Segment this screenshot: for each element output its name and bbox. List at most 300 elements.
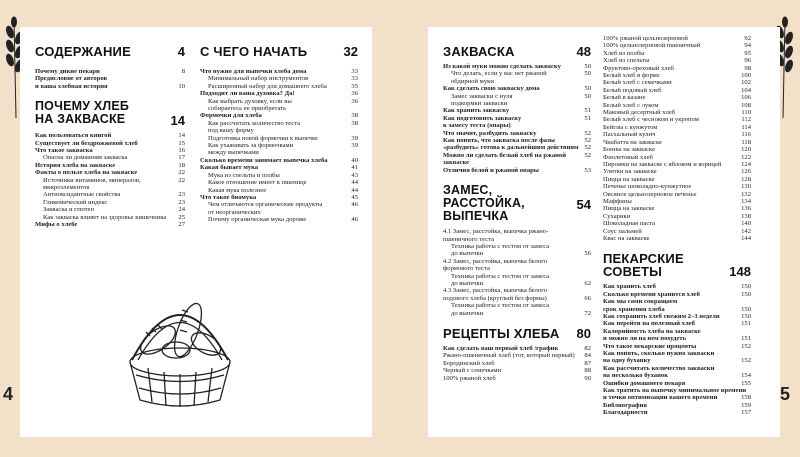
toc-entry-label: и точки оптимизации вашего времени: [603, 394, 718, 402]
toc-entry-label: под вашу форму: [208, 127, 254, 135]
toc-entry-label: Улитки на закваске: [603, 168, 657, 176]
toc-entry: [443, 70, 591, 77]
toc-entry-label: Соус пальмей: [603, 227, 642, 235]
toc-entry-label: Белый в казане: [603, 94, 646, 102]
toc-entry-label: Что значит, разбудить закваску: [443, 129, 537, 137]
toc-entry: [443, 228, 591, 235]
toc-entry-label: Как тратить на выпечку минимальное времени: [603, 387, 747, 395]
toc-entry: [603, 161, 751, 168]
toc-entry: [200, 135, 358, 142]
section-heading-kneading-baking: ЗАМЕС, РАССТОЙКА, ВЫПЕЧКА 54: [443, 183, 591, 224]
toc-entry-label: Почему дикие пекари: [35, 68, 100, 75]
toc-entry-page: 100: [741, 72, 751, 80]
toc-entry-page: 98: [744, 64, 751, 72]
toc-entry-label: Закваска и глютен: [43, 206, 95, 214]
toc-entry: [200, 90, 358, 97]
toc-entry: [603, 350, 751, 357]
toc-entry: [603, 320, 751, 327]
toc-entry-label: Что такое пекарские проценты: [603, 342, 697, 350]
toc-entry-page: 16: [178, 147, 185, 155]
toc-entry-label: 100% цельнозерновой пшеничный: [603, 42, 701, 50]
toc-entry-page: 108: [741, 101, 751, 109]
toc-entry: [35, 140, 185, 147]
toc-entry-page: 15: [178, 139, 185, 147]
toc-entry: [443, 167, 591, 174]
toc-entry-label: 4.2 Замес, расстойка, выпечка белого: [443, 257, 548, 265]
toc-entry: [603, 328, 751, 335]
toc-entry-page: 62: [584, 279, 591, 287]
toc-entry: [443, 130, 591, 137]
toc-entry-page: 132: [741, 190, 751, 198]
toc-entry-label: Маффины: [603, 197, 632, 205]
toc-entry-label: Мифы о хлебе: [35, 221, 78, 229]
toc-entry-label: Расширенный набор для домашнего хлеба: [208, 82, 327, 90]
toc-entry-page: 87: [584, 359, 591, 367]
toc-entry-page: 66: [584, 294, 591, 302]
toc-entry-label: Библиография: [603, 401, 647, 409]
toc-entry-label: Благодарности: [603, 409, 648, 417]
toc-entry: [200, 201, 358, 208]
toc-entry-label: Печенье шоколадно-кунжутное: [603, 183, 692, 191]
toc-entry: [603, 335, 751, 342]
toc-entry-label: Что делать, если у вас нет ржаной: [451, 70, 547, 78]
toc-entry: [443, 310, 591, 317]
toc-entry-label: Как хранить закваску: [443, 107, 510, 115]
toc-entry-page: 18: [178, 161, 185, 169]
toc-entry-page: 104: [741, 86, 751, 94]
toc-entry: [603, 191, 751, 198]
toc-entry-page: 52: [584, 151, 591, 159]
section-heading-sourdough: ЗАКВАСКА 48: [443, 44, 591, 59]
toc-entry: [35, 199, 185, 206]
section-heading-why-sourdough: ПОЧЕМУ ХЛЕБ НА ЗАКВАСКЕ 14: [35, 99, 185, 129]
toc-entry-page: 157: [741, 409, 751, 417]
toc-entry-label: Как сделать свою закваску дома: [443, 85, 540, 93]
toc-entry: [443, 159, 591, 166]
toc-entry-page: 92: [744, 35, 751, 42]
toc-entry: [35, 177, 185, 184]
toc-entry-label: микроэлементов: [43, 184, 90, 192]
toc-entry: [603, 176, 751, 183]
toc-entry-page: 122: [741, 153, 751, 161]
toc-entry-page: 52: [584, 137, 591, 145]
toc-entry-label: Как рассчитать количество закваски: [603, 364, 715, 372]
toc-entry: [35, 184, 185, 191]
toc-entry-page: 154: [741, 372, 751, 380]
toc-entry: [603, 198, 751, 205]
toc-entry-label: Подходит ли ваша духовка? Да!: [200, 90, 295, 98]
toc-entry-label: Как хранить хлеб: [603, 283, 656, 291]
toc-entry-label: Овсяное цельнозерновое печенье: [603, 190, 697, 198]
toc-entry: [443, 375, 591, 382]
contents-column-1: [35, 45, 185, 229]
toc-entry-label: Фруктово-ореховый хлеб: [603, 64, 674, 72]
toc-entry: [603, 57, 751, 64]
toc-entry-label: Как ухаживать за формочками: [208, 142, 294, 150]
toc-entry-label: Бонны на закваске: [603, 146, 655, 154]
toc-entry: [443, 273, 591, 280]
toc-entry: [443, 287, 591, 294]
toc-entry-page: 50: [584, 63, 591, 70]
toc-entry-page: 38: [351, 112, 358, 120]
toc-entry-page: 150: [741, 290, 751, 298]
toc-entry-label: Как сделать ваш первый хлеб /график: [443, 344, 559, 352]
toc-entry: [200, 179, 358, 186]
toc-entry-label: Что такое закваска: [35, 147, 93, 155]
toc-entry: [35, 221, 185, 228]
toc-entry: [603, 42, 751, 49]
toc-entry: [603, 402, 751, 409]
toc-entry-page: 52: [584, 144, 591, 152]
toc-entry: [200, 98, 358, 105]
toc-entry: [443, 345, 591, 352]
toc-entry: [603, 365, 751, 372]
toc-entry-label: Как мы сами сокращаем: [603, 298, 678, 306]
left-page: [20, 27, 372, 437]
toc-entry: [200, 164, 358, 171]
toc-entry: [443, 115, 591, 122]
toc-entry: [603, 35, 751, 42]
toc-entry-label: Источники витаминов, минералов,: [43, 176, 141, 184]
toc-entry-page: 50: [584, 92, 591, 100]
toc-entry-label: Белый подовый хлеб: [603, 86, 662, 94]
toc-entry: [443, 280, 591, 287]
toc-entry: [443, 250, 591, 257]
toc-entry-page: 116: [741, 131, 751, 139]
toc-entry-label: Какая бывает мука: [200, 164, 259, 172]
toc-entry-page: 144: [741, 234, 751, 242]
toc-entry-label: Белый хлеб с чесноком и укропом: [603, 116, 699, 124]
toc-entry-label: обдирной муки: [451, 77, 494, 85]
toc-entry-page: 14: [178, 132, 185, 140]
toc-entry-label: Почему органическая мука дороже: [208, 216, 307, 224]
toc-entry-label: Предисловие от авторов: [35, 75, 108, 83]
toc-entry-label: Отличия белой и ржаной опары: [443, 166, 539, 174]
toc-entry: [200, 127, 358, 134]
toc-entry-page: 43: [351, 171, 358, 179]
toc-entry-label: Антиоксидантные свойства: [43, 191, 121, 199]
toc-entry-label: Какая мука полезнее: [208, 186, 267, 194]
toc-entry: [35, 132, 185, 139]
toc-entry: [603, 146, 751, 153]
section-heading-bread-recipes: РЕЦЕПТЫ ХЛЕБА 80: [443, 325, 591, 341]
toc-entry-label: Формочки для хлеба: [200, 112, 262, 120]
toc-entry-label: Как перейти на полезный хлеб: [603, 320, 695, 328]
toc-entry-page: 106: [741, 94, 751, 102]
toc-entry-label: Ошибки домашнего пекаря: [603, 379, 686, 387]
toc-entry-page: 25: [178, 213, 185, 221]
toc-entry-page: 118: [741, 138, 751, 146]
toc-entry-page: 82: [584, 344, 591, 352]
toc-entry-label: и ваша хлебная история: [35, 82, 108, 90]
toc-entry: [603, 409, 751, 416]
toc-entry-label: Минимальный набор инструментов: [208, 75, 309, 83]
right-page: [428, 27, 780, 437]
toc-entry-label: и можно ли на нем похудеть: [603, 335, 687, 343]
toc-entry: [200, 120, 358, 127]
toc-entry-page: 72: [584, 309, 591, 317]
toc-entry-page: 40: [351, 156, 358, 164]
toc-entry: [603, 139, 751, 146]
toc-entry: [443, 352, 591, 359]
toc-entry-page: 22: [178, 169, 185, 177]
toc-entry-label: Ржано-пшеничный хлеб (тот, который первый): [443, 352, 575, 360]
toc-entry-page: 46: [351, 216, 358, 224]
toc-entry-page: 50: [584, 70, 591, 78]
toc-entry-page: 44: [351, 179, 358, 187]
toc-entry-label: до выпечки: [451, 309, 484, 317]
toc-entry: [200, 68, 358, 75]
toc-entry: [603, 235, 751, 242]
toc-entry-page: 51: [584, 107, 591, 115]
toc-entry-page: 110: [741, 109, 751, 117]
toc-entry-label: Как рассчитать количество теста: [208, 119, 301, 127]
toc-entry-label: до выпечки: [451, 279, 484, 287]
toc-entry-label: Из какой муки можно сделать закваску: [443, 63, 561, 70]
toc-entry-label: Белый хлеб с луком: [603, 101, 659, 109]
toc-entry: [603, 291, 751, 298]
toc-entry: [603, 79, 751, 86]
toc-entry-page: 8: [181, 68, 185, 75]
toc-entry-page: 152: [741, 357, 751, 365]
toc-entry-label: закваске: [443, 159, 470, 167]
toc-entry: [200, 209, 358, 216]
toc-entry-page: 23: [178, 191, 185, 199]
toc-entry-label: Фиолетовый хлеб: [603, 153, 653, 161]
toc-entry: [443, 258, 591, 265]
toc-entry-label: Сколько времени хранится хлеб: [603, 290, 700, 298]
toc-entry-page: 124: [741, 160, 751, 168]
toc-entry-label: Как пользоваться книгой: [35, 132, 112, 140]
contents-column-3: [443, 45, 591, 382]
toc-entry: [443, 100, 591, 107]
toc-entry-label: Квас на закваске: [603, 234, 650, 242]
toc-entry-label: на одну буханку: [603, 357, 651, 365]
toc-entry-label: Как понять, что закваска после фазы: [443, 137, 555, 145]
toc-entry-page: 33: [351, 68, 358, 75]
toc-entry-label: Хлеб из спельты: [603, 57, 650, 65]
toc-entry: [603, 50, 751, 57]
toc-entry: [443, 243, 591, 250]
toc-entry-label: Пицца на закваске: [603, 205, 655, 213]
toc-entry: [200, 149, 358, 156]
toc-entry-page: 152: [741, 342, 751, 350]
toc-entry: [35, 162, 185, 169]
toc-entry-page: 126: [741, 168, 751, 176]
toc-entry: [603, 387, 751, 394]
toc-entry-page: 46: [351, 201, 358, 209]
toc-entry: [603, 394, 751, 401]
toc-entry-label: Факты о пользе хлеба на закваске: [35, 169, 138, 177]
toc-entry-page: 95: [744, 49, 751, 57]
toc-entry-label: Сколько времени занимает выпечка хлеба: [200, 156, 328, 164]
toc-entry-label: Белый хлеб в форме: [603, 72, 660, 80]
toc-entry-page: 39: [351, 142, 358, 150]
toc-entry-label: до выпечки: [451, 250, 484, 258]
toc-entry: [35, 68, 185, 75]
contents-column-4: [603, 35, 751, 417]
toc-entry-label: Шоколадная паста: [603, 220, 656, 228]
toc-entry-page: 36: [351, 97, 358, 105]
toc-entry: [200, 157, 358, 164]
toc-entry-label: формового теста: [443, 265, 490, 273]
toc-entry: [200, 216, 358, 223]
toc-entry: [603, 116, 751, 123]
toc-entry-page: 150: [741, 283, 751, 291]
toc-entry: [603, 357, 751, 364]
toc-entry-label: 100% ржаной цельнозерновой: [603, 35, 688, 42]
toc-entry-label: Что такое биомука: [200, 193, 257, 201]
toc-entry-page: 94: [744, 42, 751, 50]
toc-entry: [603, 213, 751, 220]
toc-entry-page: 44: [351, 186, 358, 194]
toc-entry-page: 134: [741, 197, 751, 205]
section-heading-getting-started: С ЧЕГО НАЧАТЬ 32: [200, 44, 358, 59]
toc-entry-page: 151: [741, 320, 751, 328]
toc-entry-label: Как выбрать духовку, если вы: [208, 97, 292, 105]
toc-entry: [443, 295, 591, 302]
toc-entry-label: от неорганических: [208, 208, 261, 216]
toc-entry: [603, 343, 751, 350]
toc-entry: [443, 137, 591, 144]
toc-entry-label: Пасхальный кулич: [603, 131, 656, 139]
toc-entry: [603, 228, 751, 235]
toc-entry-label: 4.3 Замес, расстойка, выпечка белого: [443, 287, 548, 295]
contents-column-2: [200, 45, 358, 224]
toc-entry: [443, 107, 591, 114]
toc-entry-page: 140: [741, 220, 751, 228]
toc-entry: [603, 72, 751, 79]
toc-entry-label: на несколько буханок: [603, 372, 668, 380]
toc-entry: [603, 131, 751, 138]
toc-entry: [603, 372, 751, 379]
left-page-number: 4: [3, 384, 14, 404]
toc-entry-page: 38: [351, 119, 358, 127]
toc-entry-page: 96: [744, 57, 751, 65]
toc-entry-label: Подготовка новой формочки к выпечке: [208, 134, 318, 142]
toc-entry-page: 17: [178, 154, 185, 162]
toc-entry: [603, 87, 751, 94]
toc-entry: [443, 78, 591, 85]
toc-entry: [603, 154, 751, 161]
toc-entry: [603, 283, 751, 290]
toc-entry-label: Существует ли бездрожжевой хлеб: [35, 139, 138, 147]
toc-entry-page: 158: [741, 394, 751, 402]
toc-entry: [200, 194, 358, 201]
toc-entry: [443, 265, 591, 272]
toc-entry: [443, 144, 591, 151]
toc-entry: [603, 124, 751, 131]
toc-entry-label: Как закваска влияет на здоровье кишечника: [43, 213, 167, 221]
toc-entry: [443, 236, 591, 243]
toc-entry: [603, 205, 751, 212]
toc-entry-page: 50: [584, 85, 591, 93]
toc-entry-label: Техника работы с тестом от замеса: [451, 272, 550, 280]
toc-entry-page: 23: [178, 198, 185, 206]
toc-entry-page: 150: [741, 313, 751, 320]
toc-entry: [603, 94, 751, 101]
toc-entry-label: Пирожки на закваске с яблоком и корицей: [603, 160, 722, 168]
toc-entry: [35, 169, 185, 176]
toc-entry: [35, 147, 185, 154]
toc-entry-label: Чем отличаются органические продукты: [208, 201, 323, 209]
toc-entry-label: Бородинский хлеб: [443, 359, 495, 367]
toc-entry-page: 138: [741, 212, 751, 220]
toc-entry-label: к замесу теста (опары): [443, 122, 511, 130]
toc-entry: [443, 85, 591, 92]
bread-basket-illustration: [118, 280, 242, 410]
section-heading-baking-tips: ПЕКАРСКИЕ СОВЕТЫ 148: [603, 251, 751, 280]
toc-entry-label: между выпечками: [208, 149, 259, 157]
right-page-number: 5: [780, 384, 791, 404]
toc-entry-label: срок хранения хлеба: [603, 305, 665, 313]
toc-entry-label: подкормки закваски: [451, 100, 508, 108]
toc-entry-page: 51: [584, 114, 591, 122]
toc-entry-label: Как понять, сколько нужно закваски: [603, 350, 715, 358]
toc-entry-label: Белый хлеб с семечками: [603, 79, 672, 87]
toc-entry: [603, 65, 751, 72]
section-heading-contents: СОДЕРЖАНИЕ 4: [35, 44, 185, 59]
toc-entry: [603, 306, 751, 313]
toc-entry-label: Что нужно для выпечки хлеба дома: [200, 68, 307, 75]
toc-entry-page: 35: [351, 82, 358, 90]
toc-entry-page: 151: [741, 335, 751, 343]
toc-entry: [443, 63, 591, 70]
toc-entry-page: 36: [351, 90, 358, 98]
toc-entry: [200, 112, 358, 119]
toc-entry: [35, 75, 185, 82]
toc-entry: [603, 102, 751, 109]
toc-entry: [35, 83, 185, 90]
toc-entry: [443, 360, 591, 367]
toc-entry-page: 112: [741, 116, 751, 124]
toc-entry-page: 114: [741, 123, 751, 131]
toc-entry: [200, 172, 358, 179]
toc-entry-label: Техника работы с тестом от замеса: [451, 302, 550, 310]
toc-entry: [200, 75, 358, 82]
toc-entry-page: 56: [584, 250, 591, 258]
toc-entry: [35, 206, 185, 213]
toc-entry: [603, 298, 751, 305]
toc-entry-label: Гликемический индекс: [43, 198, 108, 206]
toc-entry-label: Хлеб из полбы: [603, 49, 645, 57]
toc-entry-page: 24: [178, 206, 185, 214]
toc-entry-label: пшеничного теста: [443, 235, 495, 243]
toc-entry: [200, 142, 358, 149]
toc-entry: [200, 187, 358, 194]
toc-entry-page: 84: [584, 352, 591, 360]
toc-entry-page: 128: [741, 175, 751, 183]
toc-entry-page: 130: [741, 183, 751, 191]
toc-entry-label: Маковый десертный хлеб: [603, 109, 676, 117]
toc-entry-page: 90: [584, 374, 591, 382]
toc-entry: [443, 302, 591, 309]
toc-entry: [35, 154, 185, 161]
toc-entry-page: 155: [741, 379, 751, 387]
toc-entry-label: Пицца на закваске: [603, 175, 655, 183]
toc-entry-page: 52: [584, 129, 591, 137]
toc-entry-page: 45: [351, 193, 358, 201]
toc-entry-label: Калорийность хлеба на закваске: [603, 327, 701, 335]
toc-entry: [603, 168, 751, 175]
toc-entry-page: 120: [741, 146, 751, 154]
toc-entry-label: «разбудить» готова к дальнейшим действиям: [443, 144, 579, 152]
toc-entry-page: 150: [741, 305, 751, 313]
toc-entry-page: 22: [178, 176, 185, 184]
toc-entry: [200, 105, 358, 112]
toc-entry: [35, 214, 185, 221]
toc-entry-label: подового хлеба (круглый без формы): [443, 294, 547, 302]
